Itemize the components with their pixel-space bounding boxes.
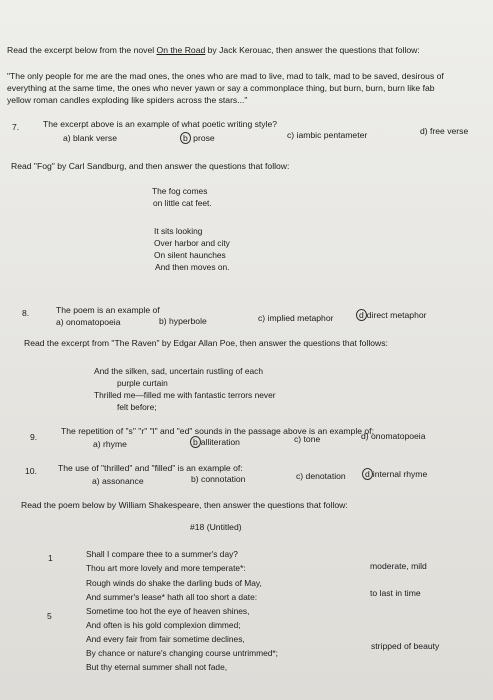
line-number-5: 5 (47, 611, 52, 621)
q10-option-b: b) connotation (191, 474, 246, 484)
fog-line-5: On silent haunches (154, 250, 226, 260)
sonnet-line-2: Thou art more lovely and more temperate*: (86, 563, 246, 573)
raven-line-1: And the silken, sad, uncertain rustling of each (94, 366, 263, 376)
q7-option-b (180, 132, 215, 144)
q10-option-d (362, 468, 427, 480)
fog-instructions: Read "Fog" by Carl Sandburg, and then answer the questions that follow: (11, 161, 290, 171)
sonnet-line-9: But thy eternal summer shall not fade, (86, 662, 228, 672)
quote-line-1: "The only people for me are the mad ones, the ones who are mad to live, mad to talk, mad to be saved, desirous of (7, 71, 444, 81)
q8-stem: The poem is an example of (56, 305, 160, 315)
quote-line-3: yellow roman candles exploding like spiders across the stars..." (7, 95, 248, 105)
q9-option-a: a) rhyme (93, 439, 127, 449)
sonnet-line-5: Sometime too hot the eye of heaven shines, (86, 606, 250, 616)
sonnet-line-1: Shall I compare thee to a summer's day? (86, 549, 238, 559)
fog-line-6: And then moves on. (155, 262, 230, 272)
raven-line-3: Thrilled me—filled me with fantastic terrors never (94, 390, 276, 400)
q7-option-b-text: prose (193, 133, 215, 143)
q9-answer-circle: b (190, 436, 201, 448)
q7-option-d: d) free verse (420, 126, 469, 136)
q10-option-d-text: internal rhyme (372, 469, 428, 479)
q7-number: 7. (12, 122, 20, 132)
quote-line-2: everything at the same time, the ones who never yawn or say a commonplace thing, but burn, burn, burn like fab (7, 83, 435, 93)
q10-stem: The use of "thrilled" and "filled" is an example of: (58, 463, 243, 473)
intro-prefix: Read the excerpt below from the novel (7, 45, 157, 55)
raven-line-4: felt before; (117, 402, 157, 412)
q8-option-b: b) hyperbole (159, 316, 207, 326)
q8-option-d (356, 309, 427, 321)
q10-option-c: c) denotation (296, 471, 346, 481)
q7-stem: The excerpt above is an example of what poetic writing style? (43, 119, 278, 129)
fog-line-1: The fog comes (152, 186, 208, 196)
sonnet-line-6: And often is his gold complexion dimmed; (86, 620, 241, 630)
q7-answer-circle: b (180, 132, 191, 144)
novel-title: On the Road (156, 45, 206, 55)
q9-option-c: c) tone (294, 434, 321, 444)
q10-answer-circle: d (362, 468, 373, 480)
q7-option-a: a) blank verse (63, 133, 117, 143)
sonnet-line-7: And every fair from fair sometime declines, (86, 634, 245, 644)
q8-option-a: a) onomatopoeia (56, 317, 121, 327)
q8-number: 8. (22, 308, 30, 318)
gloss-lease: to last in time (370, 588, 421, 598)
fog-line-2: on little cat feet. (153, 198, 212, 208)
q8-option-d-text: direct metaphor (366, 310, 427, 320)
gloss-temperate: moderate, mild (370, 561, 427, 571)
q10-option-a: a) assonance (92, 476, 144, 486)
raven-instructions: Read the excerpt from "The Raven" by Edgar Allan Poe, then answer the questions that follows: (24, 338, 388, 348)
sonnet-line-4: And summer's lease* hath all too short a date: (86, 592, 258, 602)
sonnet-title: #18 (Untitled) (190, 522, 242, 532)
q9-option-b (190, 436, 240, 448)
q9-number: 9. (30, 432, 38, 442)
q9-stem: The repetition of "s" "r" "l" and "ed" sounds in the passage above is an example of: (61, 426, 374, 436)
raven-line-2: purple curtain (117, 378, 168, 388)
fog-line-4: Over harbor and city (154, 238, 230, 248)
kerouac-instructions (7, 45, 420, 56)
q8-option-c: c) implied metaphor (258, 313, 334, 323)
line-number-1: 1 (48, 553, 53, 563)
gloss-untrimmed: stripped of beauty (371, 641, 440, 651)
shakespeare-instructions: Read the poem below by William Shakespeare, then answer the questions that follow: (21, 500, 348, 510)
fog-line-3: It sits looking (154, 226, 203, 236)
q7-option-c: c) iambic pentameter (287, 130, 368, 140)
q9-option-b-text: alliteration (200, 437, 240, 447)
sonnet-line-3: Rough winds do shake the darling buds of May, (86, 578, 262, 588)
q9-option-d: d) onomatopoeia (361, 431, 426, 441)
q10-number: 10. (25, 466, 37, 476)
sonnet-line-8: By chance or nature's changing course untrimmed*; (86, 648, 278, 658)
intro-suffix: by Jack Kerouac, then answer the questions that follow: (205, 45, 420, 55)
q8-answer-circle: d (356, 309, 367, 321)
